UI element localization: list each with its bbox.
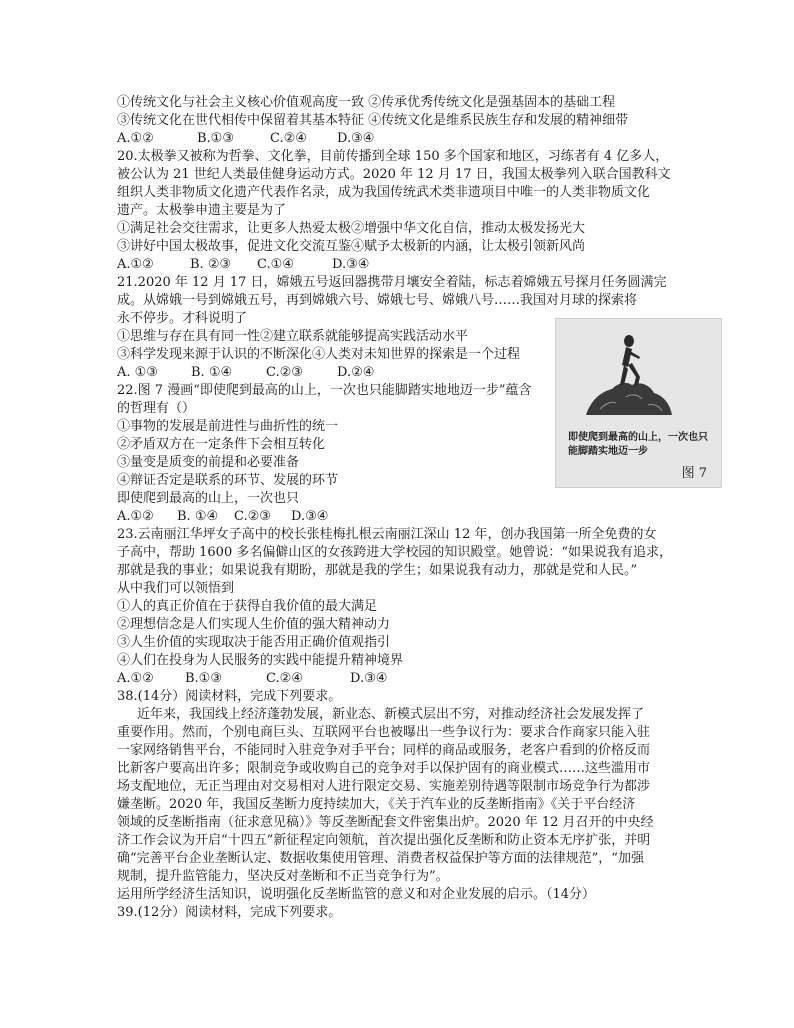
q22-option-d: D.③④ [291, 509, 329, 524]
q22-stem-line: 22.图 7 漫画“即使爬到最高的山上，一次也只能脚踏实地地迈一步”蕴含 [117, 383, 532, 398]
q22-option-c: C.②③ [234, 509, 271, 524]
q21-stem-line: 永不停步。才科说明了 [117, 311, 248, 326]
q22-stem-line: 的哲理有（） [117, 401, 196, 416]
q38-material-first-line: 近年来，我国线上经济蓬勃发展，新业态、新模式层出不穷，对推动经济社会发展发挥了 [137, 707, 645, 722]
q21-option-c: C.②③ [266, 365, 303, 380]
q22-options [117, 508, 328, 525]
q38-header: 38.(14分）阅读材料，完成下列要求。 [117, 689, 342, 704]
q19-options [117, 130, 374, 147]
q22-option-b: B. ①④ [177, 509, 219, 524]
q21-stem-line: 21.2020 年 12 月 17 日，嫦娥五号返回器携带月壤安全着陆，标志着嫦娥五号探月任务圆满完 [117, 275, 667, 290]
q22-statement-4: ④辩证否定是联系的环节、发展的环节 [117, 473, 339, 488]
q22-stray-line: 即使爬到最高的山上，一次也只 [117, 491, 300, 506]
q23-stem-line: 那就是我的事业；如果说我有期盼，那就是我的学生；如果说我有动力，那就是党和人民。” [117, 563, 638, 578]
q22-statement-3: ③量变是质变的前提和必要准备 [117, 455, 300, 470]
q20-statement-3-4: ③讲好中国太极故事，促进文化交流互鉴④赋予太极新的内涵，让太极引领新风尚 [117, 239, 586, 254]
q23-option-c: C.②④ [266, 671, 303, 686]
q20-stem-line: 20.太极拳又被称为哲拳、文化拳，目前传播到全球 150 多个国家和地区，习练者有 4 亿多人， [117, 149, 669, 164]
q23-statement-4: ④人们在投身为人民服务的实践中能提升精神境界 [117, 653, 404, 668]
q21-statement-1-2: ①思维与存在具有同一性②建立联系就能够提高实践活动水平 [117, 329, 469, 344]
q23-statement-3: ③人生价值的实现取决于能否用正确价值观指引 [117, 635, 391, 650]
q39-header: 39.(12分）阅读材料，完成下列要求。 [117, 905, 342, 920]
q38-material-line: 规制，提升监管能力，坚决反对垄断和不正当竞争行为”。 [117, 869, 449, 884]
q20-option-d: D.③④ [332, 257, 370, 272]
q38-material-line: 场支配地位，无正当理由对交易相对人进行限定交易、实施差别待遇等限制市场竞争行为都涉 [117, 779, 651, 794]
q20-stem-line: 组织人类非物质文化遗产代表作名录，成为我国传统武术类非遗项目中唯一的人类非物质文化 [117, 185, 651, 200]
climber-back-leg [620, 365, 628, 385]
q23-statement-2: ②理想信念是人们实现人生价值的强大精神动力 [117, 617, 391, 632]
q23-option-a: A.①② [117, 671, 154, 686]
mountain-peak [586, 383, 672, 415]
q21-option-b: B. ①④ [191, 365, 233, 380]
q19-option-d: D.③④ [337, 131, 375, 146]
q38-material-line: 领域的反垄断指南（征求意见稿）》等反垄断配套文件密集出炉。2020 年 12 月召开的中央经 [117, 815, 654, 830]
q21-statement-3-4: ③科学发现来源于认识的不断深化④人类对未知世界的探索是一个过程 [117, 347, 521, 362]
q21-option-a: A. ①③ [117, 365, 158, 380]
q38-material-line: 确“完善平台企业垄断认定、数据收集使用管理、消费者权益保护等方面的法律规范”，“加强 [117, 851, 644, 866]
q38-material-line: 济工作会议为开启“十四五”新征程定向领航，首次提出强化反垄断和防止资本无序扩张，并明 [117, 833, 651, 848]
figure-label: 图 7 [681, 466, 707, 481]
q22-statement-2: ②矛盾双方在一定条件下会相互转化 [117, 437, 326, 452]
q23-statement-1: ①人的真正价值在于获得自我价值的最大满足 [117, 599, 378, 614]
q23-stem-line: 23.云南丽江华坪女子高中的校长张桂梅扎根云南丽江深山 12 年，创办我国第一所全免费的女 [117, 527, 657, 542]
q38-material-line: 嫌垄断。2020 年，我国反垄断力度持续加大，《关于汽车业的反垄断指南》《关于平台经济 [117, 797, 636, 812]
figure-caption-line-2: 能脚踏实地迈一步 [568, 446, 648, 457]
q22-statement-1: ①事物的发展是前进性与曲折性的统一 [117, 419, 339, 434]
q19-option-b: B.①③ [197, 131, 234, 146]
q23-stem-line: 从中我们可以领悟到 [117, 581, 235, 596]
q21-stem-line: 成。从嫦娥一号到嫦娥五号，再到嫦娥六号、嫦娥七号、嫦娥八号……我国对月球的探索将 [117, 293, 638, 308]
q20-statement-1-2: ①满足社会交往需求，让更多人热爱太极②增强中华文化自信，推动太极发扬光大 [117, 221, 586, 236]
q21-options [117, 364, 374, 381]
q38-material-line: 比新客户要高出许多；限制竞争或收购自己的竞争对手以保护固有的商业模式……这些滥用市 [117, 761, 651, 776]
q20-option-c: C.①④ [257, 257, 294, 272]
q19-option-c: C.②④ [270, 131, 307, 146]
climber-head [624, 335, 634, 347]
q20-option-b: B. ②③ [190, 257, 232, 272]
q20-stem-line: 遗产。太极拳申遗主要是为了 [117, 203, 287, 218]
q19-option-a: A.①② [117, 131, 154, 146]
q38-question: 运用所学经济生活知识，说明强化反垄断监管的意义和对企业发展的启示。（14分） [117, 887, 596, 902]
q38-material-line: 重要作用。然而，个别电商巨头、互联网平台也被曝出一些争议行为：要求合作商家只能入驻 [117, 725, 651, 740]
q20-option-a: A.①② [117, 257, 154, 272]
q23-stem-line: 子高中，帮助 1600 多名偏僻山区的女孩跨进大学校园的知识殿堂。她曾说：“如果说我有追求， [117, 545, 672, 560]
q22-option-a: A.①② [117, 509, 154, 524]
q19-statement-1-2: ①传统文化与社会主义核心价值观高度一致 ②传承优秀传统文化是强基固本的基础工程 [117, 95, 616, 110]
q38-material-line: 一家网络销售平台，不能同时入驻竞争对手平台；同样的商品或服务，老客户看到的价格反而 [117, 743, 651, 758]
q20-stem-line: 被公认为 21 世纪人类最佳健身运动方式。2020 年 12 月 17 日，我国太极拳列入联合国教科文 [117, 167, 671, 182]
q23-option-d: D.③④ [350, 671, 388, 686]
q20-options [117, 256, 369, 273]
q19-statement-3-4: ③传统文化在世代相传中保留着其基本特征 ④传统文化是维系民族生存和发展的精神细带 [117, 113, 629, 128]
q23-options [117, 670, 387, 687]
q21-option-d: D.②④ [337, 365, 375, 380]
climber-front-leg [628, 363, 640, 385]
q23-option-b: B.①③ [185, 671, 222, 686]
figure-caption-line-1: 即使爬到最高的山上，一次也只 [568, 432, 708, 443]
figure-7-cartoon [555, 318, 722, 488]
